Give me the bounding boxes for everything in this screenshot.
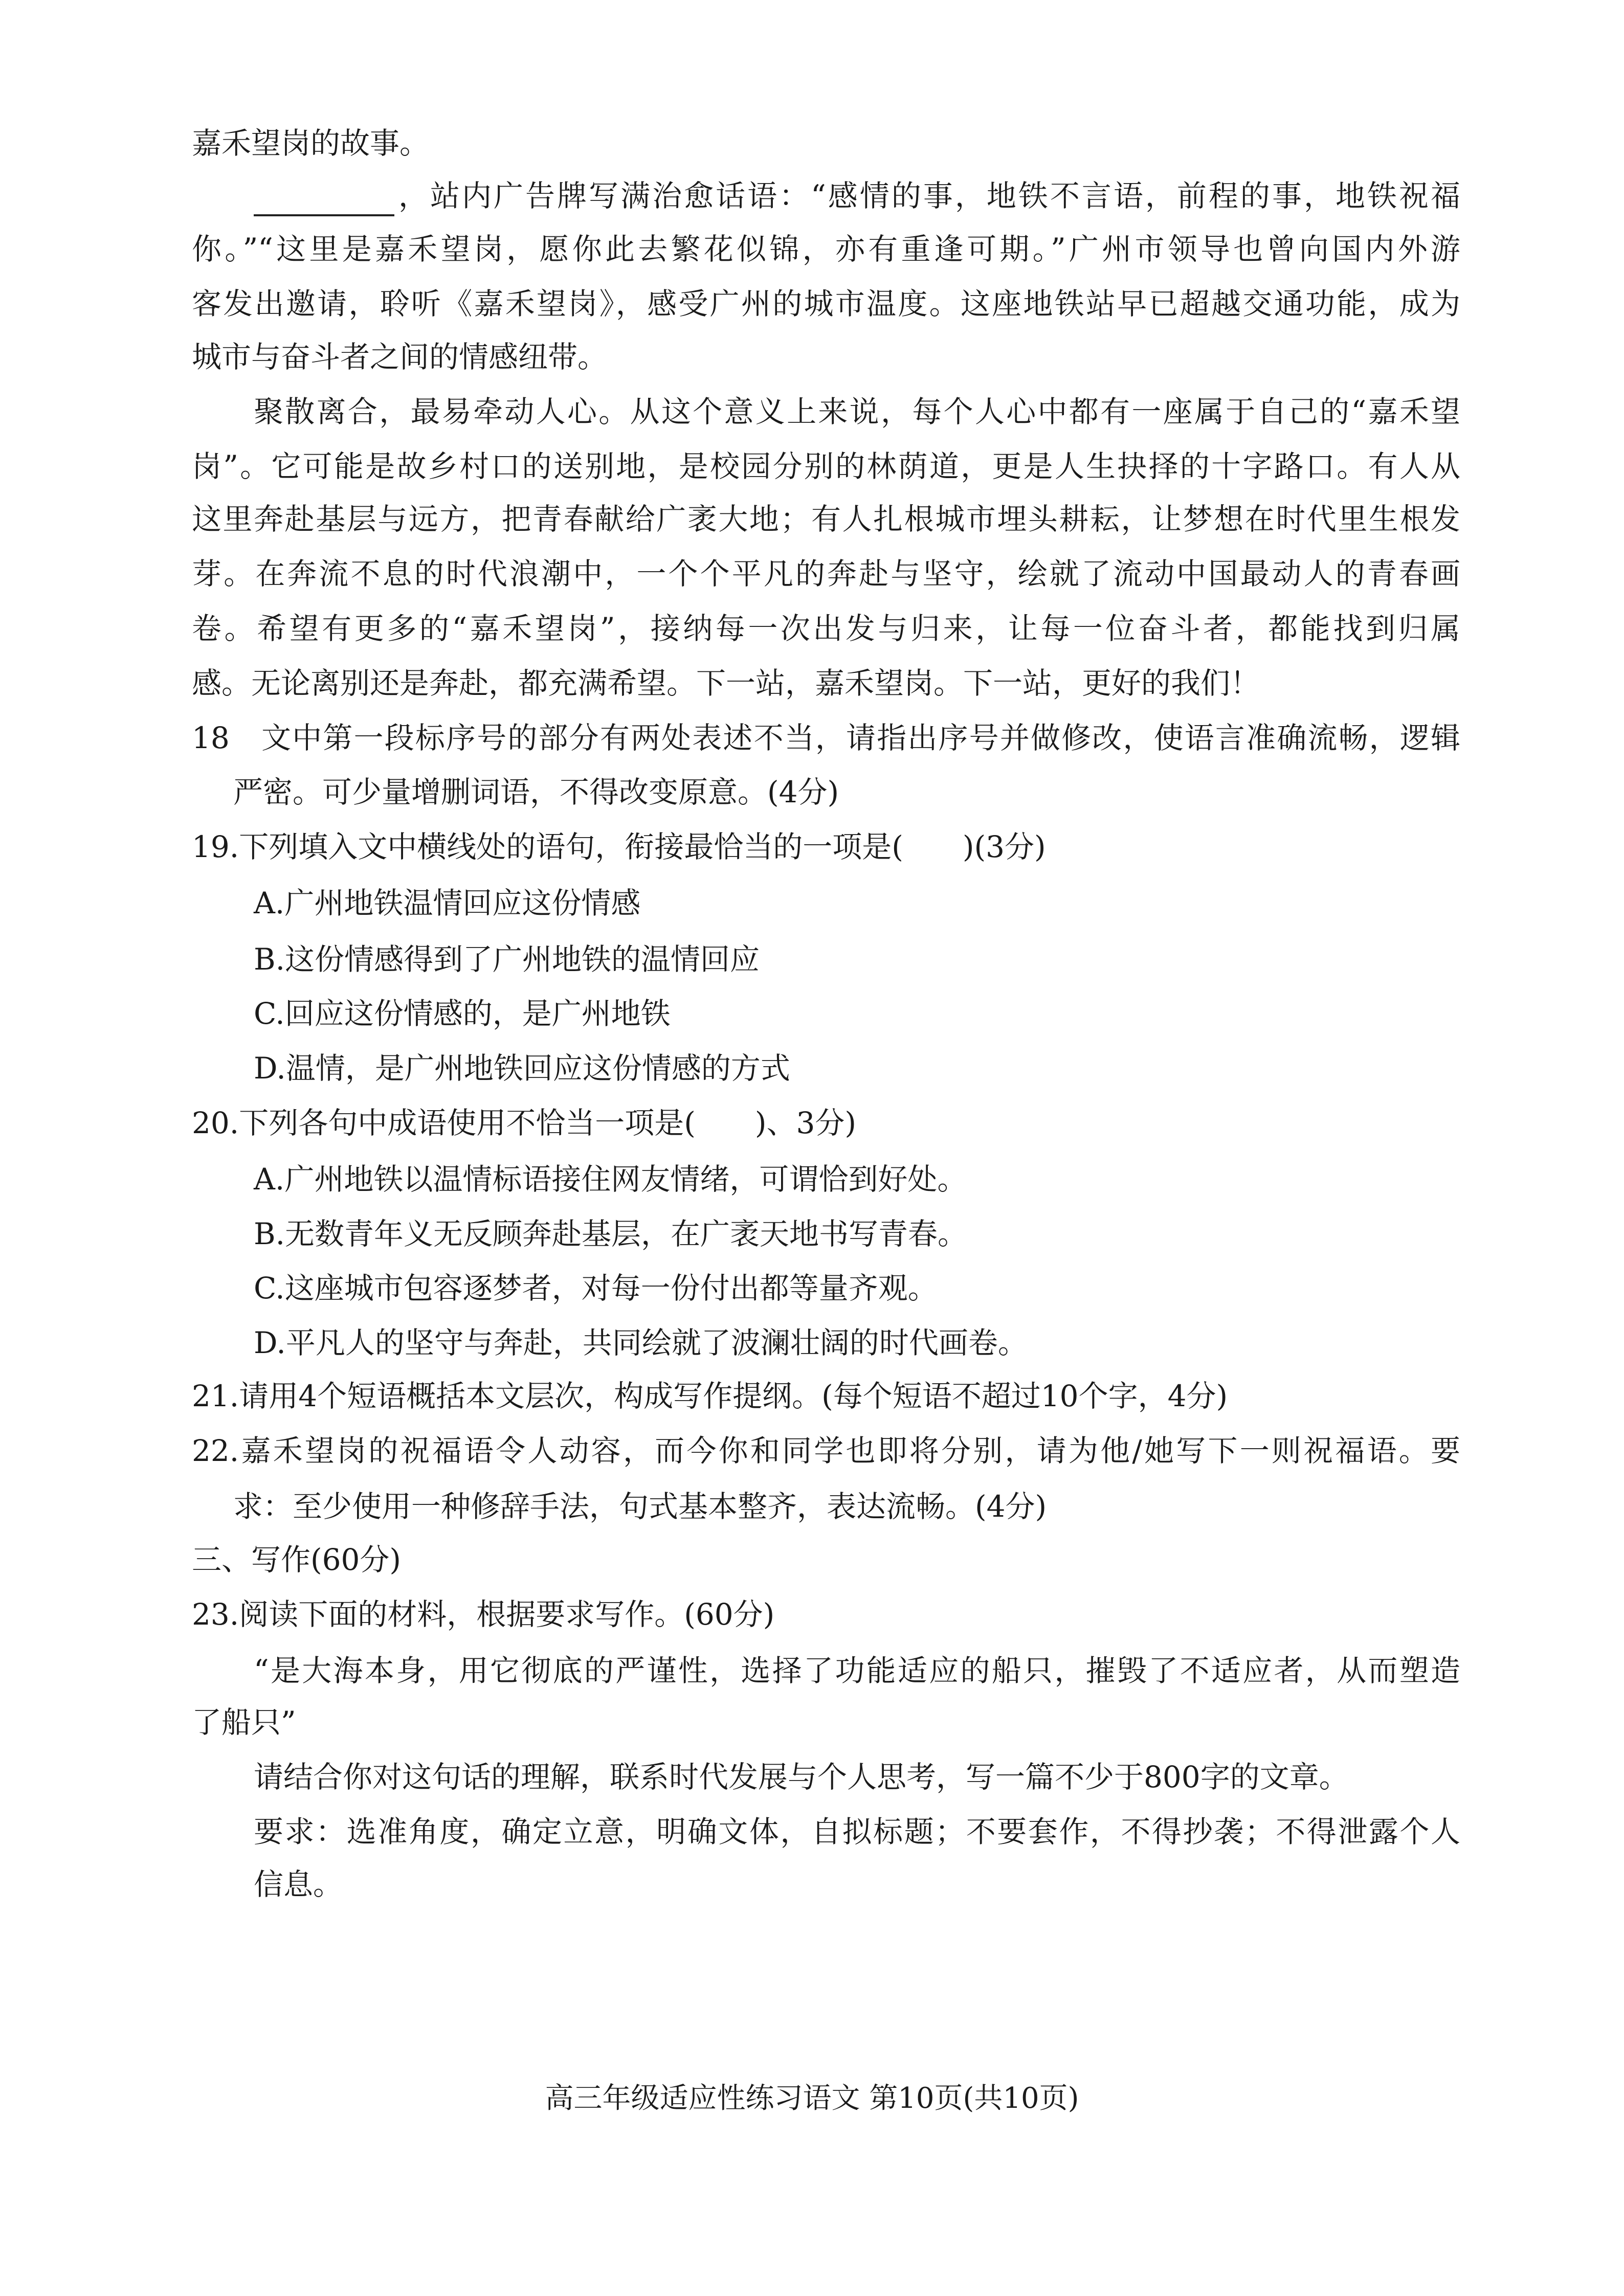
question-22: 22.嘉禾望岗的祝福语令人动容，而今你和同学也即将分别，请为他/她写下一则祝福语。要 — [192, 1433, 1460, 1468]
quote-line: 了船只” — [192, 1705, 296, 1740]
option-a: A.广州地铁温情回应这份情感 — [254, 886, 641, 920]
passage-line: 嘉禾望岗的故事。 — [192, 126, 430, 161]
question-18-cont: 严密。可少量增删词语，不得改变原意。(4分) — [233, 775, 839, 809]
writing-task: 请结合你对这句话的理解，联系时代发展与个人思考，写一篇不少于800字的文章。 — [254, 1760, 1349, 1794]
passage-text: ，站内广告牌写满治愈话语：“感情的事，地铁不言语，前程的事，地铁祝福 — [396, 178, 1460, 213]
page-footer: 高三年级适应性练习语文 第10页(共10页) — [545, 2082, 1079, 2115]
writing-requirements-cont: 信息。 — [254, 1867, 343, 1902]
option-a: A.广州地铁以温情标语接住网友情绪，可谓恰到好处。 — [254, 1162, 967, 1197]
passage-line — [254, 175, 1460, 216]
option-c: C.回应这份情感的，是广州地铁 — [254, 996, 671, 1031]
option-d: D.温情，是广州地铁回应这份情感的方式 — [254, 1051, 790, 1086]
passage-line: 卷。希望有更多的“嘉禾望岗”，接纳每一次出发与归来，让每一位奋斗者，都能找到归属 — [192, 611, 1460, 646]
question-20: 20.下列各句中成语使用不恰当一项是( )、3分) — [192, 1106, 857, 1140]
option-b: B.无数青年义无反顾奔赴基层，在广袤天地书写青春。 — [254, 1217, 968, 1251]
passage-line: 聚散离合，最易牵动人心。从这个意义上来说，每个人心中都有一座属于自己的“嘉禾望 — [254, 394, 1460, 429]
question-19: 19.下列填入文中横线处的语句，衔接最恰当的一项是( )(3分) — [192, 829, 1046, 864]
question-18: 18 文中第一段标序号的部分有两处表述不当，请指出序号并做修改，使语言准确流畅，逻辑 — [192, 721, 1460, 755]
passage-line: 这里奔赴基层与远方，把青春献给广袤大地；有人扎根城市埋头耕耘，让梦想在时代里生根发 — [192, 502, 1460, 536]
writing-requirements: 要求：选准角度，确定立意，明确文体，自拟标题；不要套作，不得抄袭；不得泄露个人 — [254, 1814, 1460, 1849]
question-23: 23.阅读下面的材料，根据要求写作。(60分) — [192, 1597, 775, 1632]
passage-line: 芽。在奔流不息的时代浪潮中，一个个平凡的奔赴与坚守，绘就了流动中国最动人的青春画 — [192, 556, 1460, 591]
section-heading: 三、写作(60分) — [192, 1542, 402, 1577]
question-22-cont: 求：至少使用一种修辞手法，句式基本整齐，表达流畅。(4分) — [233, 1489, 1047, 1524]
fill-in-blank — [254, 183, 394, 216]
quote-line: “是大海本身，用它彻底的严谨性，选择了功能适应的船只，摧毁了不适应者，从而塑造 — [254, 1653, 1460, 1688]
option-b: B.这份情感得到了广州地铁的温情回应 — [254, 942, 760, 977]
passage-line: 感。无论离别还是奔赴，都充满希望。下一站，嘉禾望岗。下一站，更好的我们！ — [192, 666, 1260, 701]
passage-line: 你。”“这里是嘉禾望岗，愿你此去繁花似锦，亦有重逢可期。”广州市领导也曾向国内外游 — [192, 232, 1460, 266]
passage-line: 客发出邀请，聆听《嘉禾望岗》，感受广州的城市温度。这座地铁站早已超越交通功能，成为 — [192, 286, 1460, 321]
option-d: D.平凡人的坚守与奔赴，共同绘就了波澜壮阔的时代画卷。 — [254, 1325, 1028, 1360]
passage-line: 岗”。它可能是故乡村口的送别地，是校园分别的林荫道，更是人生抉择的十字路口。有人从 — [192, 449, 1460, 484]
passage-line: 城市与奋斗者之间的情感纽带。 — [192, 340, 608, 374]
option-c: C.这座城市包容逐梦者，对每一份付出都等量齐观。 — [254, 1271, 938, 1305]
question-21: 21.请用4个短语概括本文层次，构成写作提纲。(每个短语不超过10个字，4分) — [192, 1379, 1228, 1413]
